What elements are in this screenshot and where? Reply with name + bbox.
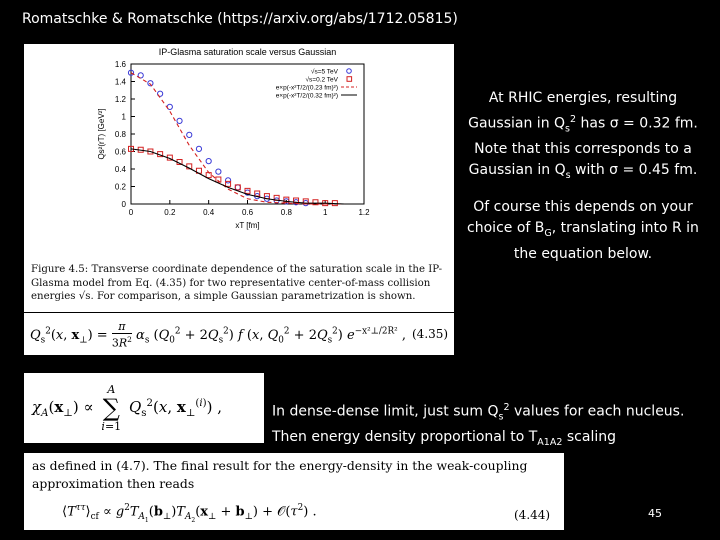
data-point xyxy=(206,159,211,164)
y-axis-label: Qs²(rT) [GeV²] xyxy=(97,108,106,160)
x-tick-label: 1.2 xyxy=(358,208,370,217)
equation-4-35-number: (4.35) xyxy=(412,327,449,341)
x-axis-label: xT [fm] xyxy=(235,221,260,230)
data-point xyxy=(196,146,201,151)
y-tick-label: 1 xyxy=(121,112,126,122)
data-point xyxy=(216,169,221,174)
y-tick-label: 1.4 xyxy=(114,77,126,87)
legend-swatch xyxy=(347,69,352,74)
x-tick-label: 0.6 xyxy=(241,208,254,217)
equation-4-35-panel xyxy=(24,313,454,355)
y-tick-label: 0.8 xyxy=(114,130,126,139)
equation-4-44-panel xyxy=(24,453,564,530)
equation-chi: $\chi_A(x_\perp)$ ∝ A ∑ i=1 $Q_s^2(x$, $x_\perp^{(i)}$) , xyxy=(32,383,223,433)
equation-chi-panel xyxy=(24,373,264,443)
legend-label: e×p(-x²T/2/(0.23 fm)²) xyxy=(275,84,338,92)
data-point xyxy=(187,132,192,137)
legend-label: e×p(-x²T/2/(0.32 fm)²) xyxy=(275,92,338,100)
caption-label: Figure 4.5: xyxy=(31,264,89,275)
figure-caption xyxy=(31,263,445,304)
page-number: 45 xyxy=(648,507,662,520)
legend-label: √s=5 TeV xyxy=(310,68,338,76)
y-tick-label: 0.6 xyxy=(114,147,126,157)
x-tick-label: 0.4 xyxy=(203,208,215,217)
data-point xyxy=(225,178,230,183)
x-tick-label: 1 xyxy=(322,208,328,217)
x-tick-label: 0.8 xyxy=(280,208,292,217)
data-point xyxy=(206,173,211,178)
equation-4-44-number: (4.44) xyxy=(514,508,551,522)
data-point xyxy=(177,118,182,123)
bg-choice-note: Of course this depends on your choice of $B_G$, translating into R in the equation below. xyxy=(467,199,699,262)
y-tick-label: 1.6 xyxy=(114,60,126,69)
legend-label: √s=0.2 TeV xyxy=(305,76,338,84)
dense-dense-note: In dense-dense limit, just sum $Q_s^2$ values for each nucleus. Then energy density proportional to $T_{A1A2}$ scaling xyxy=(272,402,685,449)
y-tick-label: 0.4 xyxy=(114,165,126,174)
y-tick-label: 0 xyxy=(121,200,126,209)
equation-4-35: $Q_s^2(x$, $x_\perp$) = $\frac{\pi}{3R^2}$ $\alpha_s$ $(Q_0^2 + 2Q_s^2)$ f (x, $Q_0^2 + 2Q_s^2$) $e^{-x^2\perp/2R^2}$ , xyxy=(30,320,406,350)
x-tick-label: 0.2 xyxy=(164,208,176,217)
slide-title: Romatschke & Romatschke (https://arxiv.org/abs/1712.05815) xyxy=(22,11,458,27)
series-3 xyxy=(131,149,345,204)
rhic-explanation: At RHIC energies, resulting Gaussian in $Q_s^2$ has σ = 0.32 fm. Note that this corresponds to a Gaussian in $Q_s$ with σ = 0.45 fm. xyxy=(468,90,698,182)
equation-4-44-intro-line2: approximation then reads xyxy=(32,476,195,491)
y-tick-label: 0.2 xyxy=(114,182,126,192)
data-point xyxy=(235,185,240,190)
y-tick-label: 1.2 xyxy=(114,95,126,104)
x-tick-label: 0 xyxy=(128,208,134,217)
figure-panel xyxy=(24,44,454,312)
data-point xyxy=(148,81,153,86)
equation-4-44-intro-line1: as defined in (4.7). The final result for the energy-density in the weak-coupling xyxy=(32,458,528,473)
legend-swatch xyxy=(347,77,352,82)
series-line xyxy=(131,149,345,204)
caption-text: Transverse coordinate dependence of the saturation scale in the IP-Glasma model from Eq. (4.35) for two representative center-of-mass collision energies √s. For comparison, a simple Gaussian parametrization is shown. xyxy=(31,264,443,302)
equation-4-44: $⟨T^{\tau\tau}⟩_{cf} \propto g^2T_{A_1}(b_\perp)T_{A_2}(x_\perp + b_\perp)$ + $𝒪(\tau^2)$ . xyxy=(62,503,317,524)
saturation-scale-chart xyxy=(24,44,454,262)
chart-title: IP-Glasma saturation scale versus Gaussian xyxy=(158,47,337,57)
